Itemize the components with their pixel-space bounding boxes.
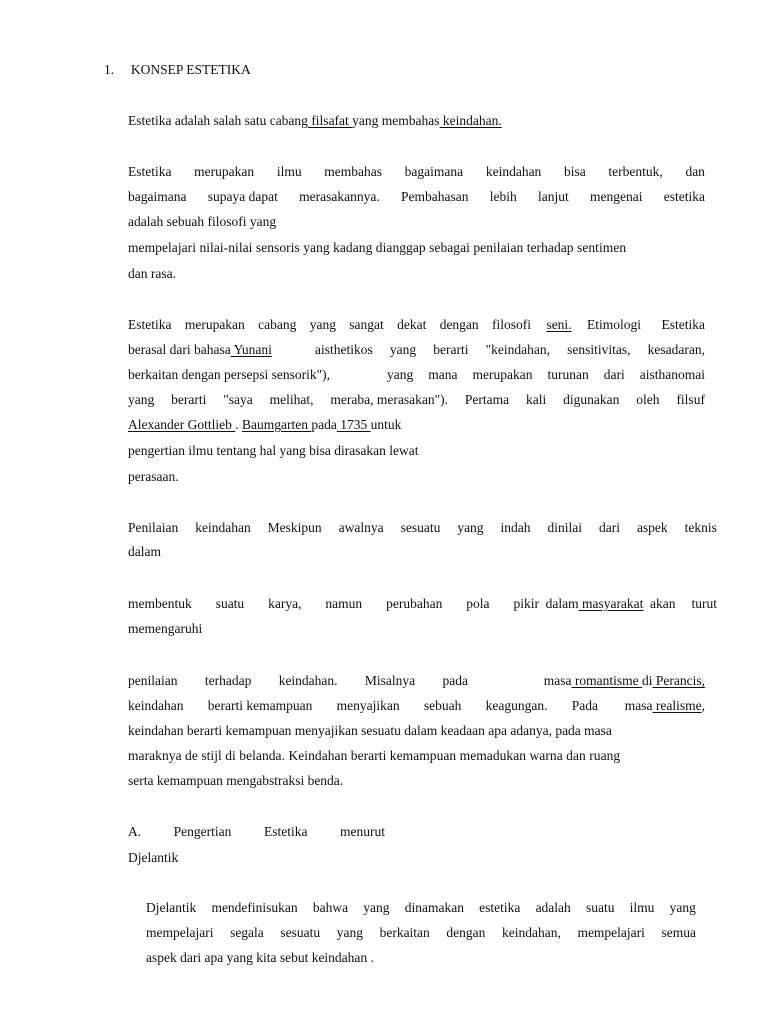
p6-line-1-masa-group — [544, 672, 705, 690]
p5-line-1-a — [128, 595, 539, 613]
p3-line-1-post — [587, 316, 705, 334]
word: dari — [603, 367, 625, 382]
word: "keindahan, — [485, 342, 550, 357]
word: estetika — [479, 900, 521, 915]
word: merupakan — [184, 317, 245, 332]
word: Estetika — [661, 317, 705, 332]
p6-line-3: keindahan berarti kemampuan menyajikan sesuatu dalam keadaan apa adanya, pada masa — [128, 723, 612, 738]
word: aisthanomai — [639, 367, 705, 382]
p2-line-2 — [128, 188, 705, 206]
word: filosofi — [492, 317, 531, 332]
word: Pada — [571, 698, 598, 713]
word: meraba, merasakan"). — [330, 392, 448, 407]
p6-line-2-masa: masa — [624, 698, 653, 713]
p6-line-1-a — [128, 672, 468, 690]
word: Etimologi — [587, 317, 641, 332]
heading-title: KONSEP ESTETIKA — [130, 62, 251, 77]
heading-number: 1. — [104, 62, 115, 77]
word: dekat — [397, 317, 427, 332]
p3-line-1-pre — [128, 316, 531, 334]
word: mempelajari — [146, 925, 214, 940]
word: yang — [669, 900, 696, 915]
p1-text-pre: Estetika adalah salah satu cabang — [128, 113, 308, 128]
p2-line-5: dan rasa. — [128, 266, 176, 281]
word: kesadaran, — [647, 342, 705, 357]
word: dari — [598, 520, 620, 535]
p2-line-1 — [128, 163, 705, 181]
word: menurut — [340, 824, 385, 839]
p6-line-2-masa-group — [625, 697, 705, 715]
word: Estetika — [128, 317, 172, 332]
p1-text-mid: yang membahas — [352, 113, 440, 128]
word: supaya dapat — [207, 189, 278, 204]
p5-line-1 — [128, 595, 717, 613]
word: Misalnya — [364, 673, 416, 688]
word: turut — [691, 596, 717, 611]
word: aisthetikos — [315, 342, 373, 357]
link-alexander-gottlieb[interactable]: Alexander Gottlieb — [128, 417, 236, 432]
word: Estetika — [128, 164, 172, 179]
word: semua — [661, 925, 696, 940]
word: keindahan — [128, 698, 184, 713]
p3-line-5-dot: . — [235, 417, 242, 432]
word: mengenai — [590, 189, 643, 204]
section-heading — [104, 61, 251, 79]
word: dinamakan — [404, 900, 464, 915]
p6-line-2 — [128, 697, 705, 715]
word: namun — [325, 596, 363, 611]
word: A. — [128, 824, 142, 839]
link-keindahan[interactable]: keindahan. — [439, 113, 502, 128]
word: dengan — [446, 925, 486, 940]
word: terhadap — [204, 673, 252, 688]
link-1735[interactable]: 1735 — [336, 417, 371, 432]
word: yang — [336, 925, 363, 940]
p6-line-4: maraknya de stijl di belanda. Keindahan berarti kemampuan memadukan warna dan ruang — [128, 748, 621, 763]
p3-line-2-pre — [128, 341, 272, 359]
word: digunakan — [563, 392, 620, 407]
word: mendefinisukan — [211, 900, 298, 915]
word: indah — [500, 520, 531, 535]
p3-line-3-a: berkaitan dengan persepsi sensorik"), — [128, 367, 330, 382]
p3-line-3-b — [387, 366, 705, 384]
p3-line-6: pengertian ilmu tentang hal yang bisa dirasakan lewat — [128, 443, 419, 458]
p4-line-1 — [128, 519, 717, 537]
p6-line-2-comma: , — [701, 698, 705, 713]
p3-line-3 — [128, 366, 705, 384]
word: sesuatu — [400, 520, 441, 535]
word: mana — [428, 367, 458, 382]
word: segala — [230, 925, 264, 940]
link-filsafat[interactable]: filsafat — [307, 113, 353, 128]
word: yang — [457, 520, 484, 535]
word: bisa — [563, 164, 586, 179]
p6-line-1-di: di — [642, 673, 653, 688]
word: pada — [442, 673, 468, 688]
p3-line-4 — [128, 391, 705, 409]
word: turunan — [547, 367, 589, 382]
p2-line-3: adalah sebuah filosofi yang — [128, 214, 277, 229]
word: mempelajari — [577, 925, 645, 940]
p5-line-1-dalam: dalam — [545, 596, 579, 611]
link-baumgarten[interactable]: Baumgarten — [241, 417, 312, 432]
word: oleh — [636, 392, 660, 407]
word: cabang — [258, 317, 297, 332]
word: keindahan — [195, 520, 251, 535]
word: yang — [128, 392, 155, 407]
word: merasakannya. — [299, 189, 380, 204]
word: keindahan. — [278, 673, 338, 688]
link-seni[interactable]: seni. — [546, 317, 572, 332]
word: membahas — [324, 164, 382, 179]
word: Pembahasan — [400, 189, 469, 204]
subheading-line-2: Djelantik — [128, 850, 179, 865]
word: berarti — [433, 342, 469, 357]
word: penilaian — [128, 673, 178, 688]
word: sensitivitas, — [567, 342, 631, 357]
link-romantisme[interactable]: romantisme — [571, 673, 642, 688]
subheading-line-1 — [128, 823, 385, 841]
word: pikir — [513, 596, 539, 611]
word: Estetika — [263, 824, 308, 839]
p6-line-2-a — [128, 697, 598, 715]
word: yang — [363, 900, 390, 915]
word: perubahan — [386, 596, 443, 611]
p7-line-2 — [146, 924, 696, 942]
word: sesuatu — [280, 925, 321, 940]
word: suatu — [215, 596, 245, 611]
word: Meskipun — [267, 520, 322, 535]
word: awalnya — [338, 520, 384, 535]
paragraph-1 — [128, 112, 502, 130]
word: akan — [650, 596, 676, 611]
word: lebih — [489, 189, 517, 204]
p5-line-2: memengaruhi — [128, 621, 203, 636]
word: aspek — [636, 520, 668, 535]
word: Pertama — [464, 392, 510, 407]
word: terbentuk, — [608, 164, 663, 179]
p3-line-5-pada: pada — [311, 417, 337, 432]
p3-line-2 — [128, 341, 705, 359]
p3-line-1 — [128, 316, 705, 334]
word: keindahan — [485, 164, 542, 179]
word: pola — [466, 596, 490, 611]
p6-line-5: serta kemampuan mengabstraksi benda. — [128, 773, 344, 788]
word: ilmu — [629, 900, 655, 915]
word: dengan — [439, 317, 479, 332]
word: teknis — [684, 520, 717, 535]
word: adalah — [535, 900, 571, 915]
word: yang — [309, 317, 336, 332]
word: sebuah — [423, 698, 462, 713]
p6-line-1-masa: masa — [543, 673, 572, 688]
word: Djelantik — [146, 900, 197, 915]
link-realisme[interactable]: realisme — [652, 698, 702, 713]
word: berarti kemampuan — [207, 698, 313, 713]
word: kali — [526, 392, 547, 407]
word: keagungan. — [485, 698, 548, 713]
p3-line-5-untuk: untuk — [370, 417, 402, 432]
word: bagaimana — [128, 189, 187, 204]
word: dan — [685, 164, 705, 179]
p4-line-2: dalam — [128, 544, 161, 559]
word: merupakan — [194, 164, 255, 179]
word: yang — [389, 342, 417, 357]
p3-line-2-pre-text: berasal dari bahasa — [128, 342, 231, 357]
word: merupakan — [472, 367, 533, 382]
word: sangat — [349, 317, 384, 332]
p5-line-1-b — [650, 595, 717, 613]
word: berarti — [171, 392, 207, 407]
word: lanjut — [538, 189, 569, 204]
p2-line-4: mempelajari nilai-nilai sensoris yang kadang dianggap sebagai penilaian terhadap sentimen — [128, 240, 627, 255]
p7-line-1 — [146, 899, 696, 917]
p7-line-3: aspek dari apa yang kita sebut keindahan . — [146, 950, 374, 965]
link-perancis[interactable]: Perancis, — [652, 673, 705, 688]
word: bahwa — [312, 900, 349, 915]
word: keindahan, — [501, 925, 561, 940]
word: yang — [387, 367, 414, 382]
word: ilmu — [276, 164, 302, 179]
p3-line-5 — [128, 416, 401, 434]
link-yunani[interactable]: Yunani — [230, 342, 272, 357]
p3-line-7: perasaan. — [128, 469, 179, 484]
word: dinilai — [547, 520, 582, 535]
word: filsuf — [676, 392, 705, 407]
word: suatu — [585, 900, 615, 915]
word: bagaimana — [404, 164, 464, 179]
p5-line-1-dalam-group — [546, 595, 644, 613]
word: "saya — [223, 392, 253, 407]
word: menyajikan — [336, 698, 400, 713]
p6-line-1 — [128, 672, 705, 690]
word: estetika — [663, 189, 705, 204]
link-masyarakat[interactable]: masyarakat — [578, 596, 644, 611]
p3-line-2-post — [315, 341, 705, 359]
word: Penilaian — [128, 520, 179, 535]
word: melihat, — [269, 392, 314, 407]
word: karya, — [268, 596, 302, 611]
word: membentuk — [128, 596, 192, 611]
word: berkaitan — [379, 925, 430, 940]
word: Pengertian — [173, 824, 232, 839]
